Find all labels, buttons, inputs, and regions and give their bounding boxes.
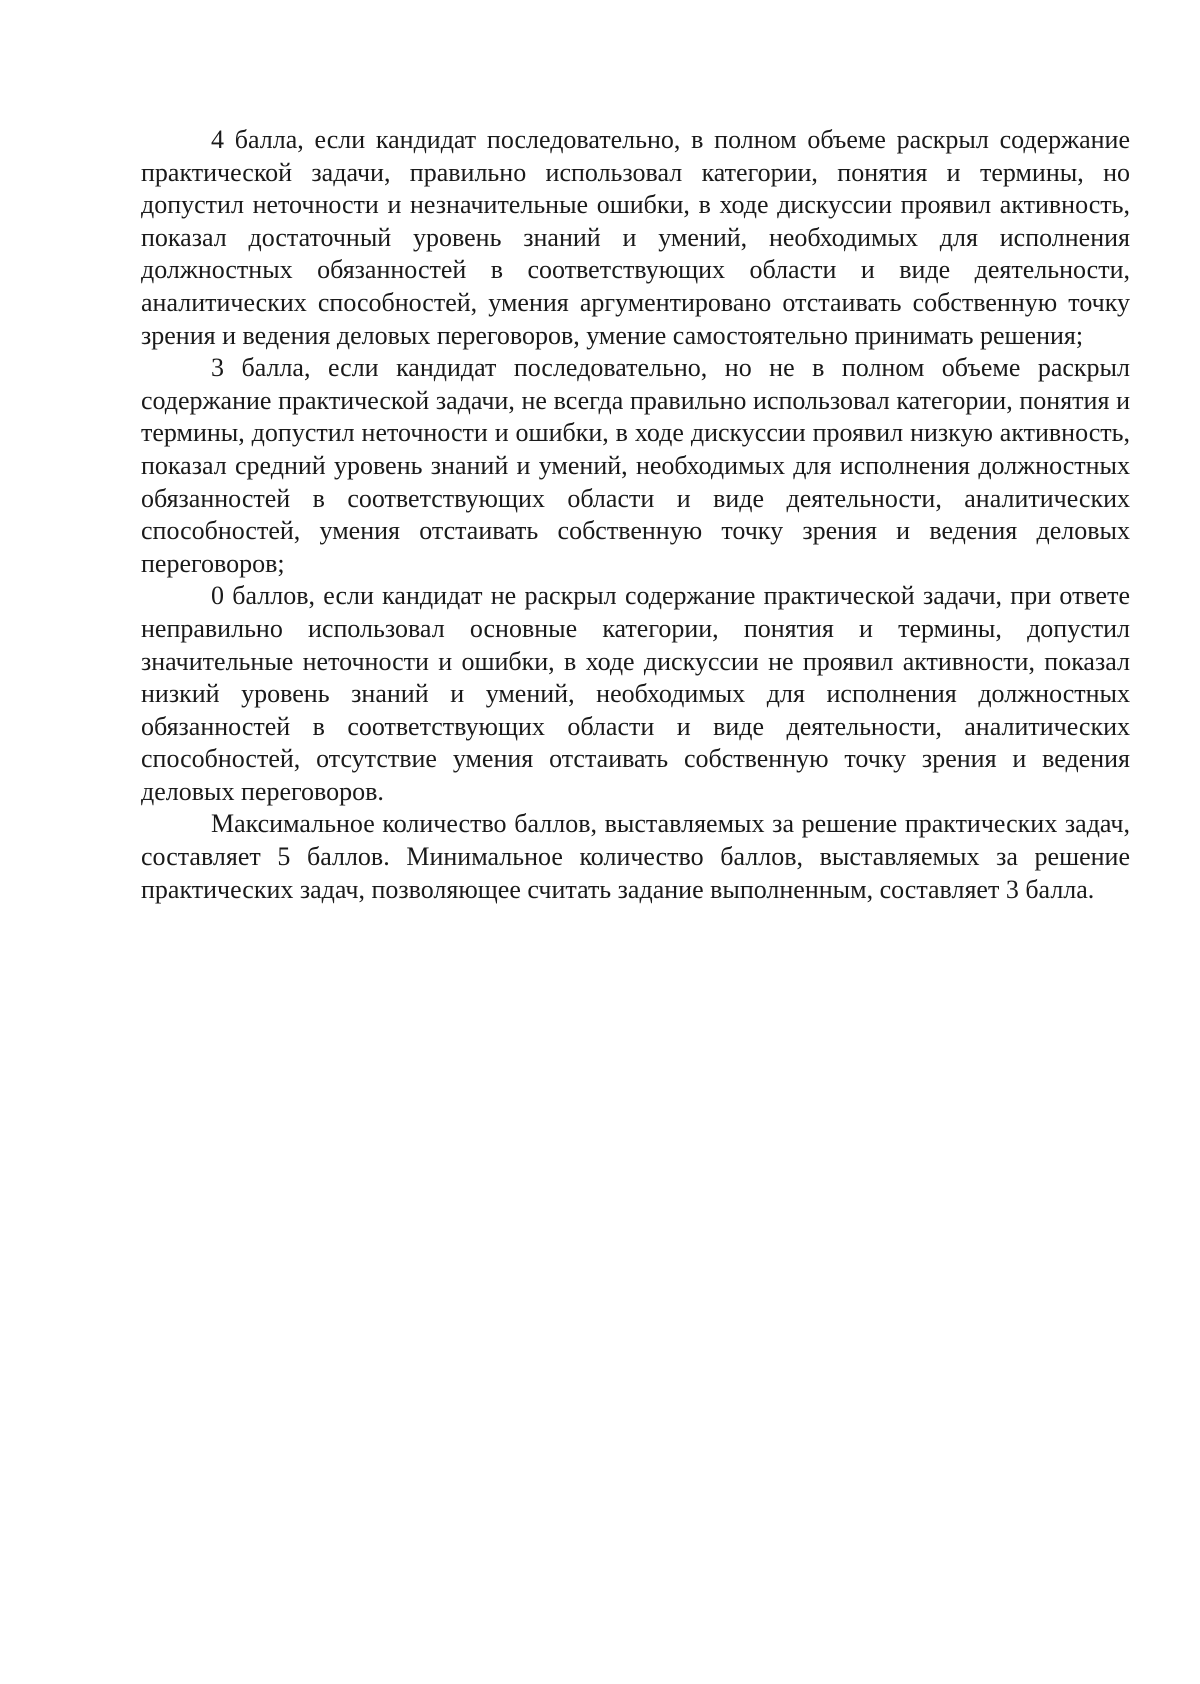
- paragraph-max-min-points: Максимальное количество баллов, выставляемых за решение практических задач, составляет 5 баллов. Минимальное количество баллов, выставляемых за решение практических задач, позволяющее считать задание выполненным, составляет 3 балла.: [141, 809, 1130, 904]
- paragraph-4-points: 4 балла, если кандидат последовательно, в полном объеме раскрыл содержание практической задачи, правильно использовал категории, понятия и термины, но допустил неточности и незначительные ошибки, в ходе дискуссии проявил активность, показал достаточный уровень знаний и умений, необходимых для исполнения должностных обязанностей в соответствующих области и виде деятельности, аналитических способностей, умения аргументировано отстаивать собственную точку зрения и ведения деловых переговоров, умение самостоятельно принимать решения;: [141, 125, 1130, 350]
- document-body: [141, 124, 1130, 906]
- paragraph-0-points: 0 баллов, если кандидат не раскрыл содержание практической задачи, при ответе неправильно использовал основные категории, понятия и термины, допустил значительные неточности и ошибки, в ходе дискуссии не проявил активности, показал низкий уровень знаний и умений, необходимых для исполнения должностных обязанностей в соответствующих области и виде деятельности, аналитических способностей, отсутствие умения отстаивать собственную точку зрения и ведения деловых переговоров.: [141, 581, 1130, 806]
- paragraph-3-points: 3 балла, если кандидат последовательно, но не в полном объеме раскрыл содержание практической задачи, не всегда правильно использовал категории, понятия и термины, допустил неточности и ошибки, в ходе дискуссии проявил низкую активность, показал средний уровень знаний и умений, необходимых для исполнения должностных обязанностей в соответствующих области и виде деятельности, аналитических способностей, умения отстаивать собственную точку зрения и ведения деловых переговоров;: [141, 353, 1130, 578]
